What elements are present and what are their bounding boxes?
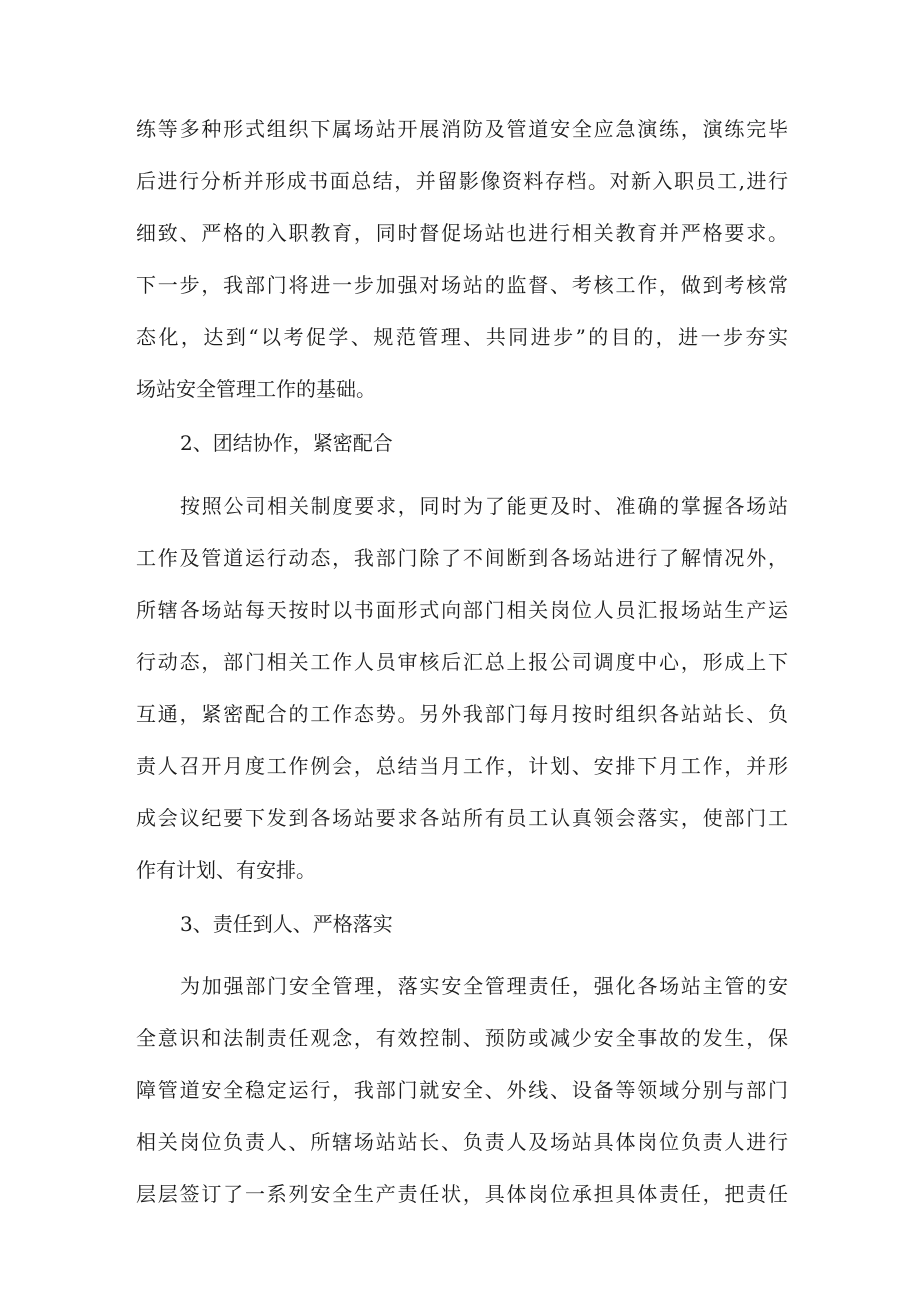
paragraph-1-line-1: 练等多种形式组织下属场站开展消防及管道安全应急演练，演练完毕: [136, 117, 788, 141]
paragraph-1-line-4: 下一步，我部门将进一步加强对场站的监督、考核工作，做到考核常: [136, 273, 788, 297]
section-heading-3: 3、责任到人、严格落实: [180, 912, 393, 936]
paragraph-2-line-1: 按照公司相关制度要求，同时为了能更及时、准确的掌握各场站: [180, 494, 788, 518]
paragraph-2-line-5: 互通，紧密配合的工作态势。另外我部门每月按时组织各站站长、负: [136, 702, 788, 726]
paragraph-2-line-3: 所辖各场站每天按时以书面形式向部门相关岗位人员汇报场站生产运: [136, 598, 788, 622]
paragraph-1-line-6: 场站安全管理工作的基础。: [136, 377, 376, 401]
paragraph-3-line-4: 相关岗位负责人、所辖场站站长、负责人及场站具体岗位负责人进行: [136, 1130, 788, 1154]
paragraph-2-line-2: 工作及管道运行动态，我部门除了不间断到各场站进行了解情况外，: [136, 546, 788, 570]
paragraph-3-line-5: 层层签订了一系列安全生产责任状，具体岗位承担具体责任，把责任: [136, 1182, 788, 1206]
paragraph-1-line-2: 后进行分析并形成书面总结，并留影像资料存档。对新入职员工,进行: [136, 169, 788, 193]
paragraph-3-line-1: 为加强部门安全管理，落实安全管理责任，强化各场站主管的安: [180, 974, 788, 998]
paragraph-2-line-6: 责人召开月度工作例会，总结当月工作，计划、安排下月工作，并形: [136, 754, 788, 778]
section-heading-2: 2、团结协作，紧密配合: [180, 431, 393, 455]
paragraph-2-line-7: 成会议纪要下发到各场站要求各站所有员工认真领会落实，使部门工: [136, 806, 788, 830]
paragraph-1-line-5: 态化，达到“以考促学、规范管理、共同进步”的目的，进一步夯实: [136, 325, 788, 349]
paragraph-1-line-3: 细致、严格的入职教育，同时督促场站也进行相关教育并严格要求。: [136, 221, 788, 245]
paragraph-2-line-8: 作有计划、有安排。: [136, 858, 316, 882]
paragraph-2-line-4: 行动态，部门相关工作人员审核后汇总上报公司调度中心，形成上下: [136, 650, 788, 674]
paragraph-3-line-3: 障管道安全稳定运行，我部门就安全、外线、设备等领域分别与部门: [136, 1078, 788, 1102]
paragraph-3-line-2: 全意识和法制责任观念，有效控制、预防或减少安全事故的发生，保: [136, 1026, 788, 1050]
